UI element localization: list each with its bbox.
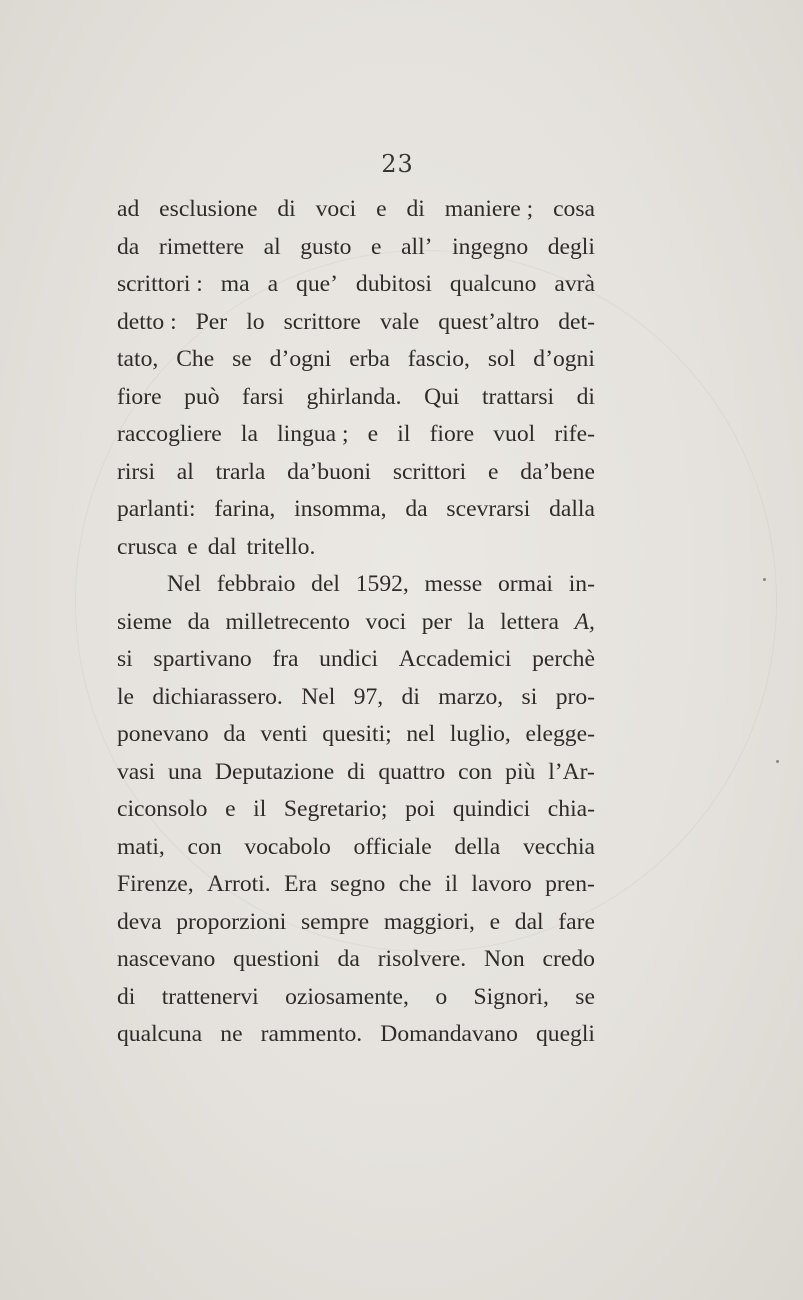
word: messe <box>424 571 483 597</box>
word: sol <box>487 346 516 372</box>
word: rammento. <box>260 1021 363 1047</box>
word: segno <box>330 871 386 897</box>
word: vecchia <box>522 833 595 860</box>
word: Che <box>176 346 215 372</box>
word: al <box>176 458 194 485</box>
word: di <box>117 983 136 1010</box>
word: la <box>240 421 258 447</box>
word: oziosamente, <box>285 983 409 1010</box>
word: perchè <box>532 646 595 672</box>
word: da’bene <box>520 458 595 485</box>
word: quattro <box>378 758 446 785</box>
word: tato, <box>117 346 159 372</box>
text-line <box>117 754 595 792</box>
word: ormai <box>497 571 553 597</box>
word: e <box>376 196 387 222</box>
word: e <box>367 421 379 447</box>
word: il <box>253 796 267 822</box>
word: può <box>184 383 220 410</box>
text-line <box>117 641 595 679</box>
text-line <box>117 604 595 642</box>
word: deva <box>117 908 162 935</box>
word: nel <box>406 721 436 747</box>
word: con <box>187 833 222 860</box>
word: da <box>117 233 140 260</box>
word: con <box>458 758 493 785</box>
word: que’ <box>296 271 338 297</box>
word: e <box>489 908 501 935</box>
word: da’buoni <box>287 458 372 485</box>
word: voci <box>365 608 407 635</box>
text-line <box>117 904 595 942</box>
word: quindici <box>452 796 531 822</box>
word: pro- <box>555 683 595 710</box>
word: lettera <box>500 608 560 635</box>
word: parlanti: <box>117 496 196 522</box>
word: al <box>263 233 281 260</box>
word: officiale <box>353 833 432 860</box>
text-line <box>117 529 595 567</box>
word: d’ogni <box>269 346 332 372</box>
word: maggiori, <box>383 908 475 935</box>
word: dal <box>514 908 544 935</box>
word: lo <box>246 308 265 335</box>
word: ghirlanda. <box>306 383 402 410</box>
text-line <box>117 191 595 229</box>
word: Qui <box>424 383 460 410</box>
word: cosa <box>553 196 595 222</box>
word: Accademici <box>398 646 512 672</box>
word: Deputazione <box>214 758 335 785</box>
word: sieme <box>117 608 173 635</box>
word: ma <box>220 271 250 297</box>
word: undici <box>319 646 379 672</box>
word: ad <box>117 196 140 222</box>
word: ne <box>220 1021 243 1047</box>
word: credo <box>542 946 595 972</box>
word: pren- <box>545 871 595 897</box>
text-line <box>117 941 595 979</box>
word: questioni <box>233 946 320 972</box>
word: Non <box>484 946 525 972</box>
word: trarla <box>215 458 266 485</box>
word: e <box>370 233 382 260</box>
word: fare <box>558 908 595 935</box>
word: a <box>267 271 279 297</box>
word: insomma, <box>294 496 387 522</box>
word: di <box>576 383 595 410</box>
word: quesiti; <box>322 721 392 747</box>
word: vuol <box>493 421 536 447</box>
word: Domandavano <box>380 1021 518 1047</box>
word: trattenervi <box>161 983 259 1010</box>
text-line <box>117 454 595 492</box>
word: A, <box>574 608 595 635</box>
word: Era <box>284 871 317 897</box>
word: scrittore <box>283 308 361 335</box>
word: 97, <box>353 683 384 710</box>
word: le <box>117 683 135 710</box>
word: ciconsolo <box>117 796 208 822</box>
word: rirsi <box>117 458 156 485</box>
word: risolvere. <box>377 946 467 972</box>
word: trattarsi <box>482 383 555 410</box>
text-line <box>117 679 595 717</box>
text-line <box>117 1016 595 1054</box>
paper-speck <box>776 760 779 763</box>
word: farsi <box>242 383 284 410</box>
word: del <box>311 571 340 597</box>
word: della <box>454 833 501 860</box>
word: ponevano <box>117 721 209 747</box>
word: maniere ; <box>444 196 534 222</box>
word: raccogliere <box>117 421 222 447</box>
word: Per <box>195 308 228 335</box>
word: Arroti. <box>207 871 271 897</box>
text-line <box>117 379 595 417</box>
word: vale <box>379 308 420 335</box>
word: venti <box>260 721 308 747</box>
text-line <box>117 566 595 604</box>
word: Firenze, <box>117 871 194 897</box>
word: o <box>435 983 448 1010</box>
text-line <box>117 491 595 529</box>
word: e <box>187 533 198 560</box>
word: se <box>575 983 595 1010</box>
word: degli <box>547 233 595 260</box>
word: in- <box>568 571 595 597</box>
text-line <box>117 416 595 454</box>
word: esclusione <box>159 196 258 222</box>
word: sempre <box>301 908 370 935</box>
word: l’Ar- <box>548 758 595 785</box>
text-line <box>117 791 595 829</box>
text-line <box>117 304 595 342</box>
word: febbraio <box>216 571 296 597</box>
word: da <box>405 496 428 522</box>
word: che <box>398 871 432 897</box>
word: elegge- <box>525 721 595 747</box>
word: rimettere <box>158 233 245 260</box>
word: lavoro <box>471 871 532 897</box>
word: scrittori <box>392 458 467 485</box>
word: si <box>521 683 538 710</box>
word: vasi <box>117 758 156 785</box>
word: marzo, <box>438 683 504 710</box>
word: tritello. <box>246 533 316 560</box>
page-number: 23 <box>381 150 414 178</box>
word: ingegno <box>452 233 529 260</box>
word: una <box>167 758 203 785</box>
text-line <box>117 716 595 754</box>
word: da <box>337 946 360 972</box>
word: e <box>225 796 236 822</box>
word: fiore <box>429 421 475 447</box>
word: 1592, <box>355 571 409 597</box>
word: spartivano <box>153 646 252 672</box>
word: luglio, <box>449 721 511 747</box>
word: se <box>232 346 252 372</box>
word: mati, <box>117 833 165 860</box>
word: si <box>117 646 133 672</box>
word: dalla <box>549 496 595 522</box>
word: da <box>187 608 210 635</box>
word: fiore <box>117 383 162 410</box>
word: qualcuna <box>117 1021 203 1047</box>
word: la <box>467 608 485 635</box>
word: fascio, <box>407 346 470 372</box>
word: Nel <box>167 571 202 597</box>
body-text <box>117 191 595 1054</box>
word: di <box>401 683 420 710</box>
word: milletrecento <box>225 608 350 635</box>
word: fra <box>272 646 299 672</box>
word: più <box>505 758 536 785</box>
word: e <box>488 458 499 485</box>
word: d’ogni <box>533 346 595 372</box>
text-line <box>117 866 595 904</box>
word: di <box>347 758 366 785</box>
word: qualcuno <box>449 271 537 297</box>
text-line <box>117 341 595 379</box>
word: Segretario; <box>283 796 388 822</box>
word: farina, <box>214 496 276 522</box>
paper-speck <box>763 578 766 581</box>
word: rife- <box>554 421 595 447</box>
word: quest’altro <box>438 308 540 335</box>
word: vocabolo <box>244 833 331 860</box>
word: nascevano <box>117 946 216 972</box>
word: crusca <box>117 533 178 560</box>
word: det- <box>558 308 595 335</box>
word: all’ <box>401 233 433 260</box>
word: dichiarassero. <box>152 683 283 710</box>
word: scevrarsi <box>446 496 531 522</box>
word: il <box>397 421 411 447</box>
word: lingua ; <box>277 421 349 447</box>
word: erba <box>349 346 390 372</box>
word: dubitosi <box>355 271 432 297</box>
word: voci <box>315 196 357 222</box>
text-line <box>117 829 595 867</box>
word: per <box>421 608 452 635</box>
word: quegli <box>535 1021 595 1047</box>
word: di <box>277 196 296 222</box>
word: il <box>444 871 458 897</box>
word: chia- <box>547 796 595 822</box>
word: poi <box>405 796 436 822</box>
word: detto : <box>117 308 177 335</box>
word: scrittori : <box>117 271 203 297</box>
word: dal <box>207 533 237 560</box>
word: avrà <box>554 271 595 297</box>
word: proporzioni <box>176 908 287 935</box>
text-line <box>117 229 595 267</box>
word: da <box>223 721 246 747</box>
word: Signori, <box>473 983 549 1010</box>
text-line <box>117 266 595 304</box>
word: gusto <box>300 233 352 260</box>
text-line <box>117 979 595 1017</box>
word: di <box>406 196 425 222</box>
word: Nel <box>301 683 336 710</box>
